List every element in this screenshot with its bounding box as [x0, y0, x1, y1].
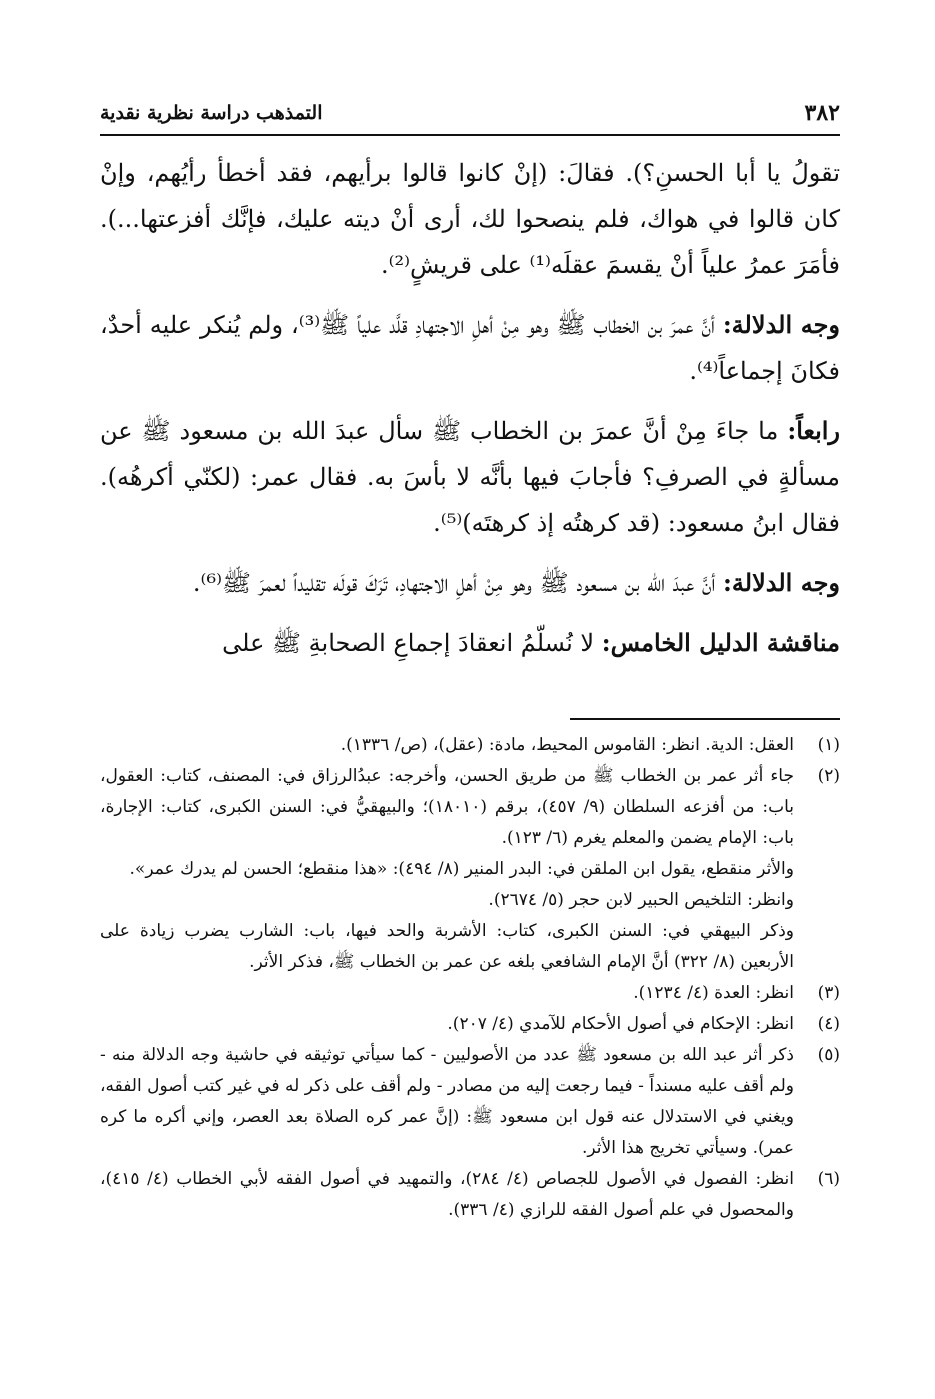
paragraph-5-label: مناقشة الدليل الخامس:: [601, 628, 840, 657]
footnote-3: [100, 978, 840, 1009]
footnote-text: جاء أثر عمر بن الخطاب ﷺ من طريق الحسن، وأخرجه: عبدُالرزاق في: المصنف، كتاب: العقول، باب: من أفزعه السلطان (٩/ ٤٥٧)، برقم (١٨٠١٠)؛ والبيهقيُّ في: السنن الكبرى، كتاب: الإجارة، باب: الإمام يضمن والمعلم يغرم (٦/ ١٢٣).: [100, 766, 794, 848]
paragraph-4: [100, 560, 840, 606]
footnote-number: (٥): [817, 1045, 840, 1065]
footnote-text: انظر: الإحكام في أصول الأحكام للآمدي (٤/ ٢٠٧).: [447, 1014, 794, 1034]
footnote-text: انظر: العدة (٤/ ١٢٣٤).: [633, 983, 794, 1003]
footnote-2-continuation: والأثر منقطع، يقول ابن الملقن في: البدر المنير (٨/ ٤٩٤): «هذا منقطع؛ الحسن لم يدرك عمر».: [129, 859, 794, 879]
footnote-6: [100, 1164, 840, 1226]
footnote-2-continuation: وذكر البيهقي في: السنن الكبرى، كتاب: الأشربة والحد فيها، باب: الشارب يضرب زيادة على الأربعين (٨/ ٣٢٢) أنَّ الإمام الشافعي بلغه عن عمر بن الخطاب ﷺ، فذكر الأثر.: [100, 921, 794, 972]
paragraph-2: [100, 302, 840, 394]
footnote-number: (٣): [817, 983, 840, 1003]
paragraph-2-label: وجه الدلالة:: [722, 310, 841, 339]
paragraph-4-label: وجه الدلالة:: [723, 568, 840, 597]
footnote-text: ذكر أثر عبد الله بن مسعود ﷺ عدد من الأصوليين - كما سيأتي توثيقه في حاشية وجه الدلالة منه - ولم أقف عليه مسنداً - فيما رجعت إليه من مصادر - ولم أقف على ذكر له في غير كتب أصول الفقه، ويغني في الاستدلال عنه قول ابن مسعود ﷺ: (إنَّ عمر كره الصلاة بعد العصر، وإني أكره ما كره عمر). وسيأتي تخريج هذا الأثر.: [100, 1045, 794, 1158]
running-header: [100, 98, 840, 136]
footnote-text: العقل: الدية. انظر: القاموس المحيط، مادة: (عقل)، (ص/ ١٣٣٦).: [340, 735, 794, 755]
paragraph-5-text: لا نُسلّمُ انعقادَ إجماعِ الصحابةِ ﷺ على: [222, 629, 602, 657]
footnote-text: انظر: الفصول في الأصول للجصاص (٤/ ٢٨٤)، والتمهيد في أصول الفقه لأبي الخطاب (٤/ ٤١٥)، والمحصول في علم أصول الفقه للرازي (٤/ ٣٣٦).: [100, 1169, 794, 1220]
paragraph-2-text: أنَّ عمرَ بن الخطاب ﷺ وهو مِنْ أهلِ الاجتهادِ قلَّد علياً ﷺ⁽³⁾، ولم يُنكر عليه أحدٌ، فكانَ إجماعاً⁽⁴⁾.: [100, 311, 840, 385]
paragraph-3-label: رابعاً:: [787, 416, 841, 445]
paragraph-1-text: تقولُ يا أبا الحسنِ؟). فقالَ: (إنْ كانوا قالوا برأيهم، فقد أخطأ رأيُهم، وإنْ كان قالوا في هواك، فلم ينصحوا لك، أرى أنْ ديته عليك، فإنَّك أفزعتها...). فأمَرَ عمرُ علياً أنْ يقسمَ عقلَه⁽¹⁾ على قريشٍ⁽²⁾.: [100, 159, 840, 279]
main-text: [100, 150, 840, 680]
paragraph-4-text: أنَّ عبدَ الله بن مسعود ﷺ وهو مِنْ أهلِ الاجتهادِ، تَرَكَ قولَه تقليداً لعمرَ ﷺ⁽⁶⁾.: [192, 569, 724, 597]
header-divider: [100, 134, 840, 136]
paragraph-5: [100, 620, 840, 666]
footnote-2-continuation: وانظر: التلخيص الحبير لابن حجر (٥/ ٢٦٧٤).: [488, 890, 794, 910]
paragraph-3: [100, 408, 840, 546]
footnotes: [100, 730, 840, 1226]
footnote-1: [100, 730, 840, 761]
footnote-5: [100, 1040, 840, 1164]
footnote-4: [100, 1009, 840, 1040]
footnote-number: (١): [817, 735, 840, 755]
paragraph-1: [100, 150, 840, 288]
footnote-divider: [570, 718, 840, 720]
footnote-2: [100, 761, 840, 854]
page-number: ٣٨٢: [804, 100, 840, 126]
running-title: التمذهب دراسة نظرية نقدية: [100, 102, 323, 124]
footnote-number: (٢): [817, 766, 840, 786]
footnote-number: (٤): [817, 1014, 840, 1034]
paragraph-3-text: ما جاءَ مِنْ أنَّ عمرَ بن الخطاب ﷺ سأل عبدَ الله بن مسعود ﷺ عن مسألةٍ في الصرفِ؟ فأجابَ فيها بأنَّه لا بأسَ به. فقال عمر: (لكنّي أكرهُه). فقال ابنُ مسعود: (قد كرهتُه إذ كرهتَه)⁽⁵⁾.: [100, 417, 840, 537]
footnote-number: (٦): [817, 1169, 840, 1189]
